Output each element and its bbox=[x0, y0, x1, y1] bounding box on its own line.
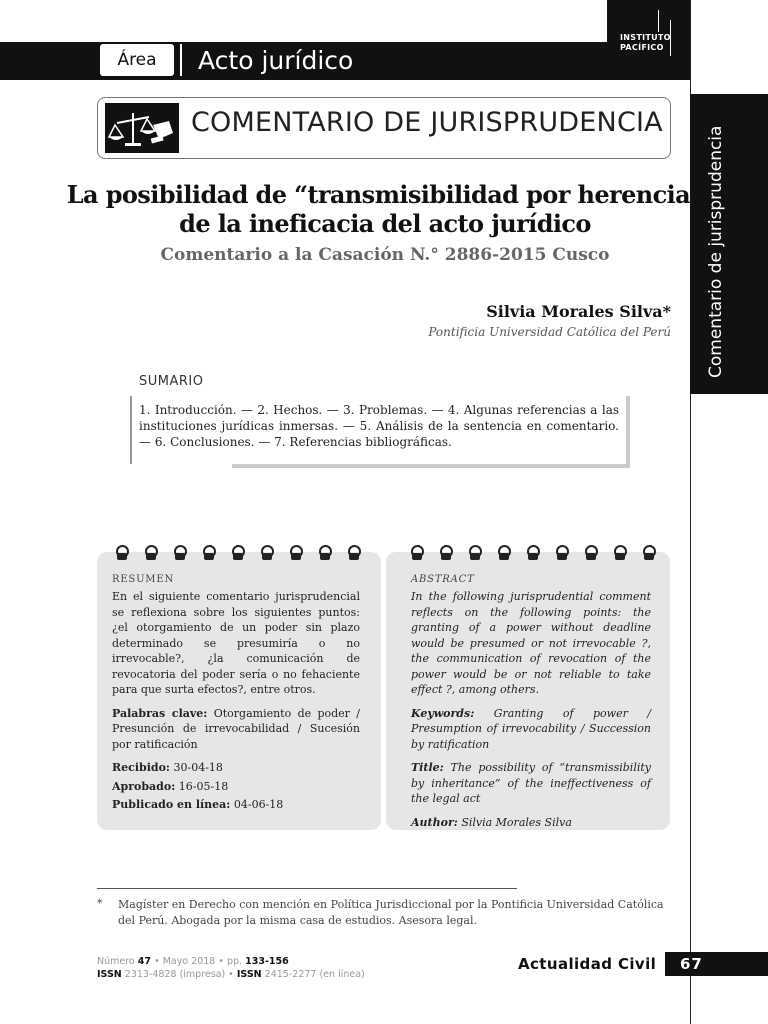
banner-title: COMENTARIO DE JURISPRUDENCIA bbox=[191, 107, 663, 138]
resumen-received: Recibido: 30-04-18 bbox=[112, 761, 223, 774]
ring-icon bbox=[168, 543, 197, 563]
article-title-line1: La posibilidad de “transmisibilidad por herencia” bbox=[66, 180, 704, 209]
ring-icon bbox=[139, 543, 168, 563]
sumario-heading: SUMARIO bbox=[139, 374, 204, 389]
ring-icon bbox=[608, 543, 637, 563]
article-title-line2: de la ineficacia del acto jurídico bbox=[179, 209, 591, 238]
issn-info: ISSN 2313-4828 (impresa) • ISSN 2415-2277 (en línea) bbox=[97, 969, 365, 980]
ring-icon bbox=[521, 543, 550, 563]
sumario-shadow bbox=[626, 396, 630, 466]
ring-icon bbox=[405, 543, 434, 563]
abstract-keywords: Keywords: Granting of power / Presumption of irrevocability / Succession by ratification bbox=[411, 706, 651, 751]
journal-name: Actualidad Civil bbox=[518, 955, 657, 973]
ring-icon bbox=[255, 543, 284, 563]
scales-of-justice-icon bbox=[105, 103, 179, 153]
ring-icon bbox=[492, 543, 521, 563]
page-number: 67 bbox=[680, 955, 703, 973]
resumen-keywords: Palabras clave: Otorgamiento de poder / Presunción de irrevocabilidad / Sucesión por ratificación bbox=[112, 706, 360, 751]
footnote-mark: * bbox=[97, 897, 103, 910]
author-affiliation: Pontificia Universidad Católica del Perú bbox=[428, 325, 671, 339]
spiral-binding bbox=[110, 543, 371, 563]
ring-icon bbox=[197, 543, 226, 563]
sumario-rule bbox=[130, 396, 132, 464]
footnote-rule bbox=[97, 888, 517, 889]
footnote-text: Magíster en Derecho con mención en Política Jurisdiccional por la Pontificia Universidad Católica del Perú. Abogada por la misma casa de estudios. Asesora legal. bbox=[118, 898, 664, 927]
abstract-body bbox=[411, 589, 651, 830]
ring-icon bbox=[313, 543, 342, 563]
resumen-approved: Aprobado: 16-05-18 bbox=[112, 779, 229, 793]
side-label: Comentario de jurisprudencia bbox=[706, 125, 726, 378]
ring-icon bbox=[110, 543, 139, 563]
ring-icon bbox=[550, 543, 579, 563]
resumen-text: En el siguiente comentario jurisprudencial se reflexiona sobre los siguientes puntos: ¿el otorgamiento de un poder sin plazo determinado se presumiría o no irrevocable?, ¿la comunicación de revocatoria del poder sería o no fehaciente para que surta efectos?, entre otros. bbox=[112, 590, 360, 696]
ring-icon bbox=[434, 543, 463, 563]
section-title: Acto jurídico bbox=[198, 46, 354, 75]
resumen-body bbox=[112, 589, 360, 813]
publisher-logo-text: INSTITUTO PACÍFICO bbox=[620, 33, 671, 52]
abstract-title: Title: The possibility of “transmissibility by inheritance” of the ineffectiveness of the legal act bbox=[411, 761, 651, 805]
logo-stroke bbox=[658, 10, 659, 32]
resumen-published: Publicado en línea: 04-06-18 bbox=[112, 798, 284, 811]
ring-icon bbox=[463, 543, 492, 563]
sumario-shadow bbox=[232, 464, 630, 468]
abstract-text: In the following jurisprudential comment reflects on the following points: the granting of a power without deadline would be presumed or not irrevocable ?, the communication of revocation of the power would be or not reliable to take effect ?, among others. bbox=[411, 590, 651, 696]
abstract-heading: ABSTRACT bbox=[411, 574, 475, 585]
resumen-content bbox=[112, 574, 360, 821]
area-tab bbox=[100, 44, 174, 76]
ring-icon bbox=[226, 543, 255, 563]
issue-info: Número 47 • Mayo 2018 • pp. 133-156 bbox=[97, 956, 289, 967]
author-name: Silvia Morales Silva* bbox=[486, 302, 671, 321]
ring-icon bbox=[579, 543, 608, 563]
article-title bbox=[60, 180, 710, 238]
abstract-author: Author: Silvia Morales Silva bbox=[411, 815, 572, 829]
ring-icon bbox=[637, 543, 666, 563]
side-band bbox=[690, 94, 768, 394]
area-label: Área bbox=[117, 50, 157, 70]
spiral-binding bbox=[405, 543, 666, 563]
ring-icon bbox=[284, 543, 313, 563]
resumen-heading: RESUMEN bbox=[112, 574, 174, 585]
article-subtitle: Comentario a la Casación N.° 2886-2015 Cusco bbox=[160, 245, 610, 265]
abstract-content bbox=[411, 574, 651, 838]
header-divider bbox=[180, 44, 182, 76]
ring-icon bbox=[342, 543, 371, 563]
sumario-text: 1. Introducción. — 2. Hechos. — 3. Problemas. — 4. Algunas referencias a las instituciones jurídicas inmersas. — 5. Análisis de la sentencia en comentario. — 6. Conclusiones. — 7. Referencias bibliográficas. bbox=[139, 403, 619, 449]
